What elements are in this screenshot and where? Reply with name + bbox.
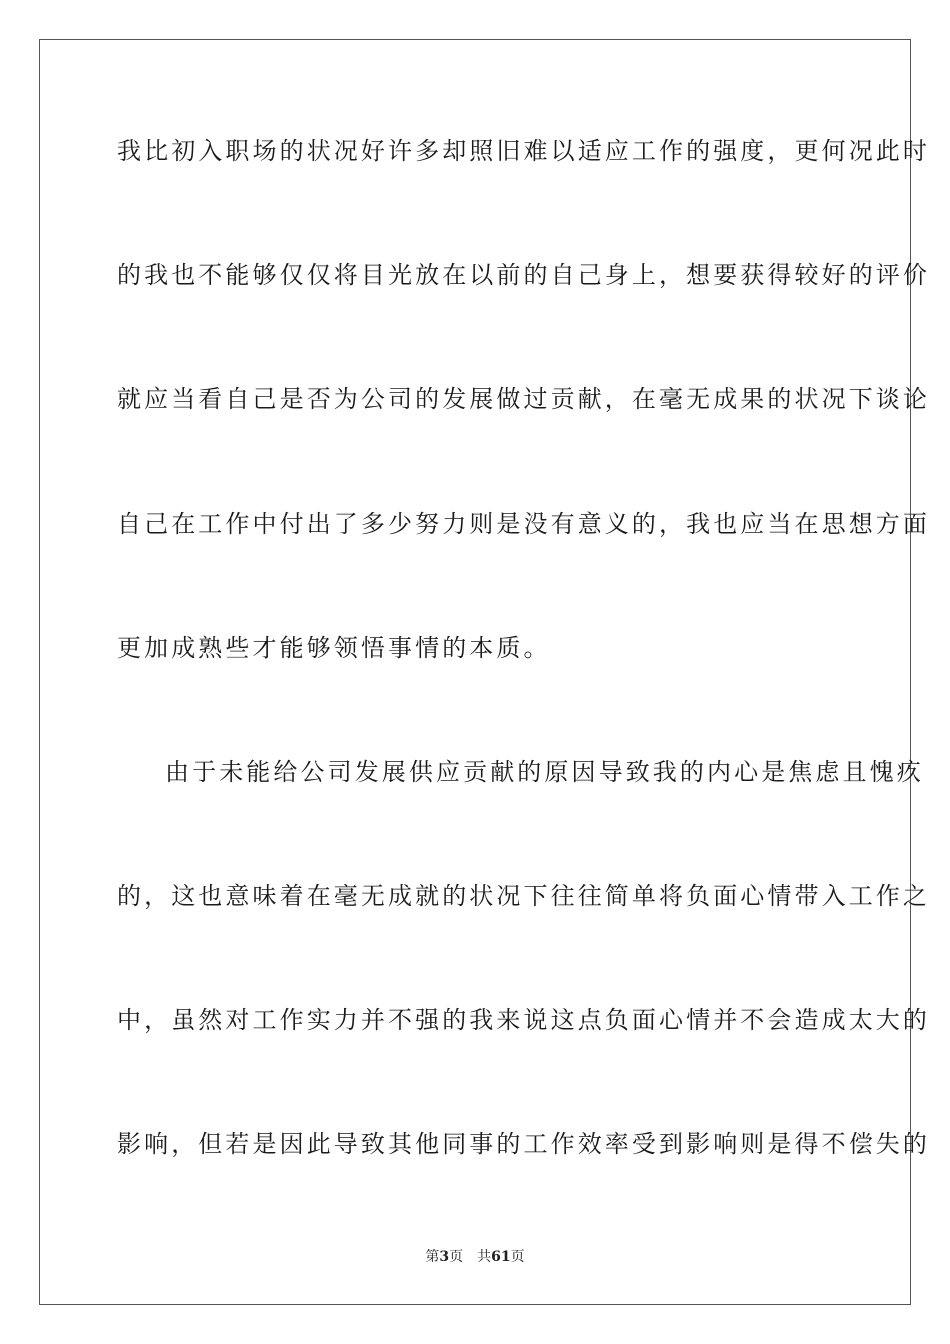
total-label-suffix: 页 (510, 1249, 525, 1265)
page-border (39, 39, 930, 1305)
page-number: 3 (439, 1249, 450, 1265)
text-line: 更加成熟些才能够领悟事情的本质。 (117, 634, 551, 662)
text-line: 就应当看自己是否为公司的发展做过贡献，在毫无成果的状况下谈论 (117, 385, 930, 413)
text-line: 的，这也意味着在毫无成就的状况下往往简单将负面心情带入工作之 (117, 882, 930, 910)
text-line: 我比初入职场的状况好许多却照旧难以适应工作的强度，更何况此时 (117, 137, 930, 165)
text-line: 由于未能给公司发展供应贡献的原因导致我的内心是焦虑且愧疚 (165, 758, 924, 786)
page-label-prefix: 第 (425, 1249, 440, 1265)
page-label-suffix: 页 (449, 1249, 464, 1265)
total-pages: 61 (491, 1249, 511, 1265)
text-line: 影响，但若是因此导致其他同事的工作效率受到影响则是得不偿失的 (117, 1130, 930, 1158)
text-line: 的我也不能够仅仅将目光放在以前的自己身上，想要获得较好的评价 (117, 261, 930, 289)
text-line: 中，虽然对工作实力并不强的我来说这点负面心情并不会造成太大的 (117, 1006, 930, 1034)
page-footer (0, 1248, 950, 1266)
text-line: 自己在工作中付出了多少努力则是没有意义的，我也应当在思想方面 (117, 510, 930, 538)
total-label-prefix: 共 (477, 1249, 492, 1265)
